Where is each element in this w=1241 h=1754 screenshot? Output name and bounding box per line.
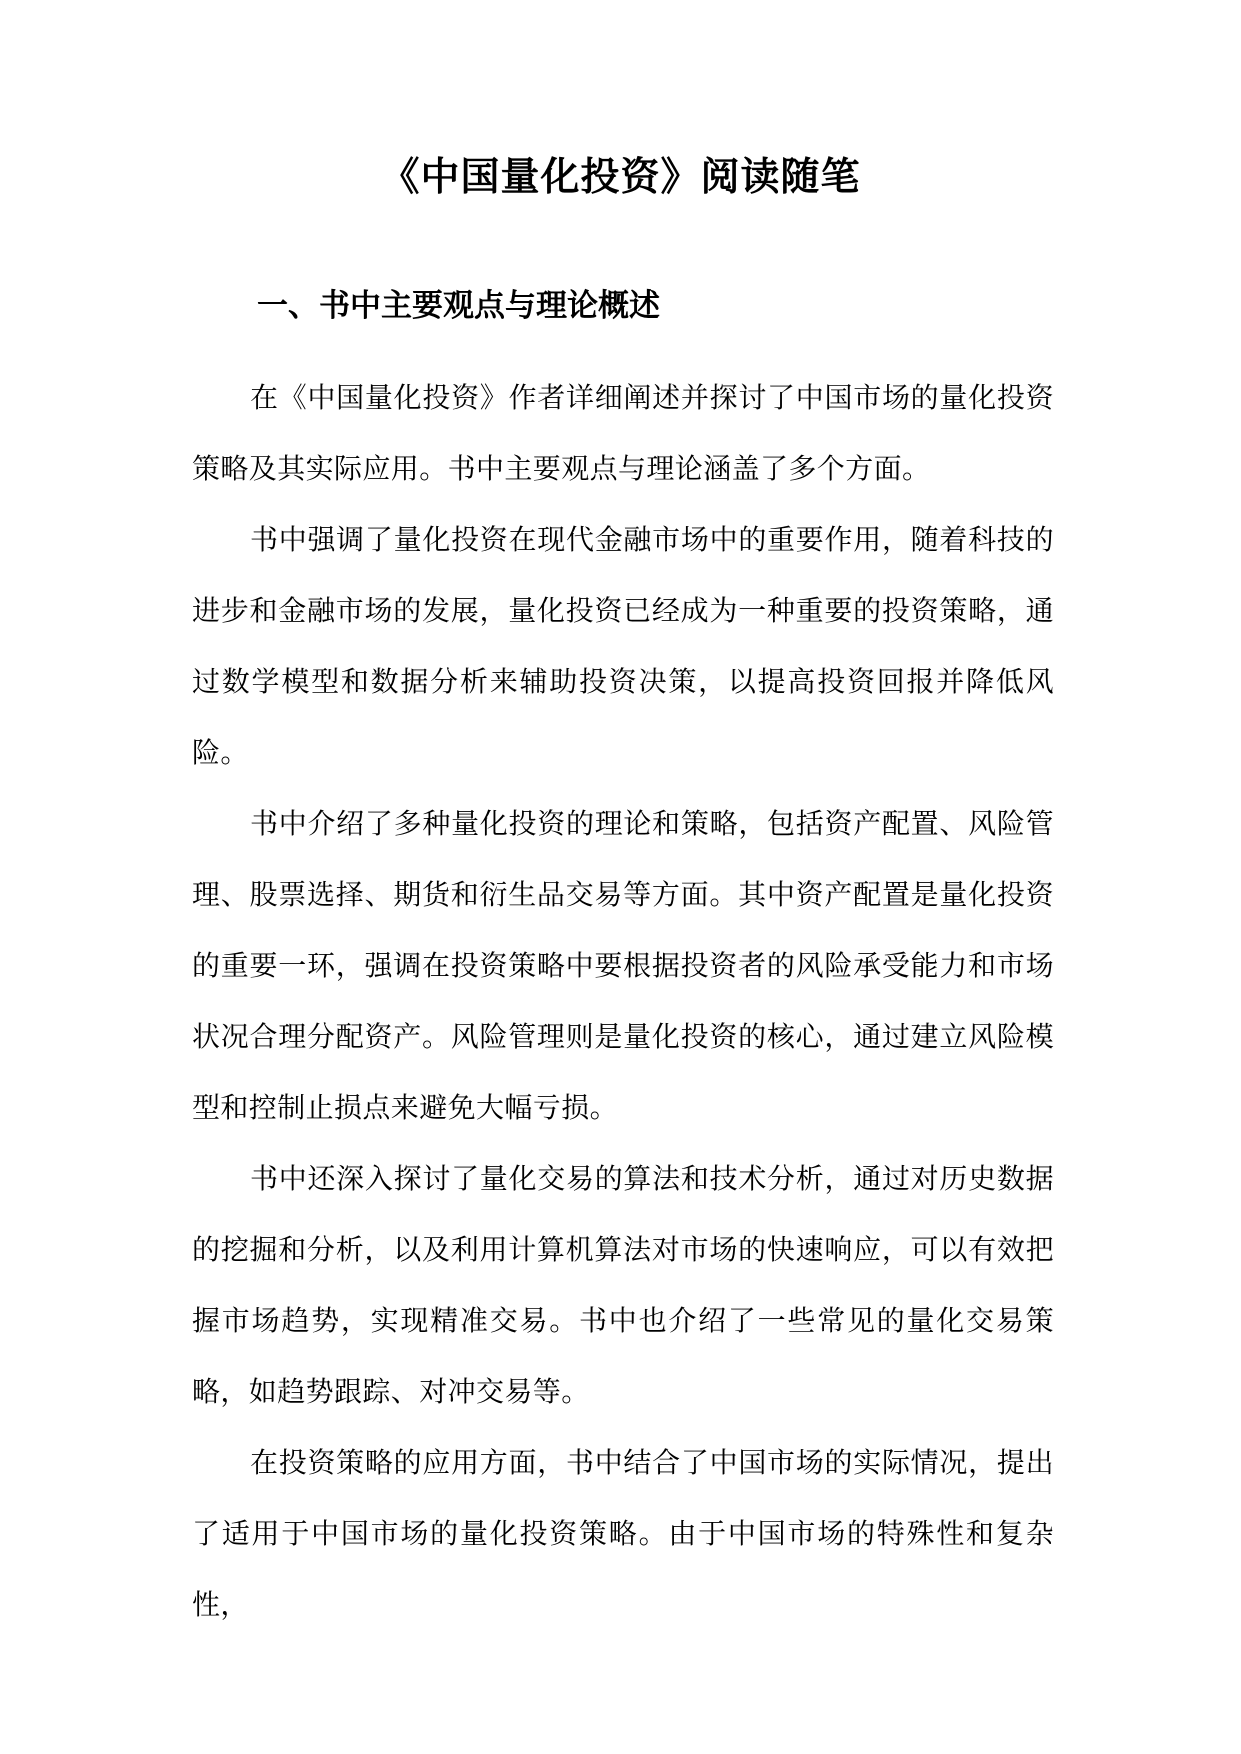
document-title: 《中国量化投资》阅读随笔 <box>380 155 861 200</box>
paragraph: 在《中国量化投资》作者详细阐述并探讨了中国市场的量化投资策略及其实际应用。书中主要观点与理论涵盖了多个方面。 <box>192 381 1054 485</box>
paragraph: 书中介绍了多种量化投资的理论和策略，包括资产配置、风险管理、股票选择、期货和衍生品交易等方面。其中资产配置是量化投资的重要一环，强调在投资策略中要根据投资者的风险承受能力和市场状况合理分配资产。风险管理则是量化投资的核心，通过建立风险模型和控制止损点来避免大幅亏损。 <box>192 807 1054 1124</box>
section-heading: 一、书中主要观点与理论概述 <box>257 288 660 324</box>
paragraph: 在投资策略的应用方面，书中结合了中国市场的实际情况，提出了适用于中国市场的量化投资策略。由于中国市场的特殊性和复杂性， <box>192 1446 1054 1621</box>
paragraph: 书中还深入探讨了量化交易的算法和技术分析，通过对历史数据的挖掘和分析，以及利用计算机算法对市场的快速响应，可以有效把握市场趋势，实现精准交易。书中也介绍了一些常见的量化交易策略，如趋势跟踪、对冲交易等。 <box>192 1162 1054 1408</box>
body-text <box>192 362 1054 1640</box>
paragraph: 书中强调了量化投资在现代金融市场中的重要作用，随着科技的进步和金融市场的发展，量化投资已经成为一种重要的投资策略，通过数学模型和数据分析来辅助投资决策，以提高投资回报并降低风险。 <box>192 523 1054 769</box>
